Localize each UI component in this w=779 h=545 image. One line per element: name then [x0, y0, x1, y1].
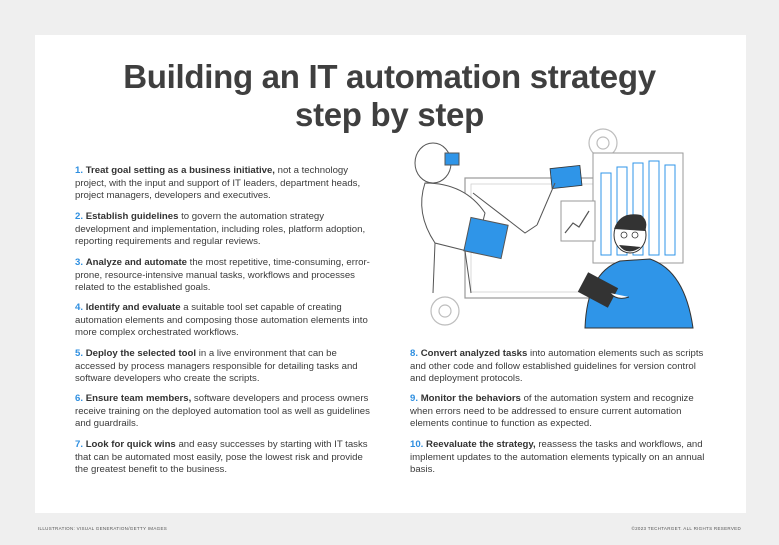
- step-text: the most repetitive, time-consuming, error-prone, resource-intensive manual tasks, workflows and processes related to the established goals.: [75, 257, 370, 294]
- step-number: 10.: [410, 439, 424, 450]
- step-text: not a technology project, with the input and support of IT leaders, department heads, project managers, developers and executives.: [75, 165, 361, 202]
- step-6: [75, 393, 375, 431]
- step-text: of the automation system and recognize when errors need to be addressed to ensure current automation elements continue to function as expected.: [410, 393, 694, 430]
- step-number: 7.: [75, 439, 84, 450]
- title-line-1: Building an IT automation strategy: [123, 58, 656, 95]
- step-text: into automation elements such as scripts and other code and follow established guidelines for version control and deployment protocols.: [410, 348, 704, 385]
- step-lead: Treat goal setting as a business initiative,: [85, 165, 275, 176]
- automation-illustration: [405, 123, 705, 333]
- step-text: reassess the tasks and workflows, and implement updates to the automation elements typically on an annual basis.: [410, 439, 705, 476]
- step-text: to govern the automation strategy development and implementation, including roles, platform adoption, reporting requirements and regular reviews.: [75, 211, 366, 248]
- step-number: 6.: [75, 393, 84, 404]
- title-line-2: step by step: [295, 96, 484, 133]
- step-text: software developers and process owners receive training on the deployed automation tool as well as guidelines and guardrails.: [75, 393, 370, 430]
- step-number: 5.: [75, 348, 84, 359]
- step-number: 2.: [75, 211, 84, 222]
- step-2: [75, 211, 375, 249]
- step-10: [410, 439, 710, 477]
- step-lead: Analyze and automate: [85, 257, 187, 268]
- illustration-credit: ILLUSTRATION: VISUAL GENERATION/GETTY IMAGES: [38, 526, 168, 531]
- step-lead: Monitor the behaviors: [420, 393, 521, 404]
- step-5: [75, 348, 375, 386]
- step-7: [75, 439, 375, 477]
- step-lead: Reevaluate the strategy,: [426, 439, 536, 450]
- step-lead: Deploy the selected tool: [85, 348, 197, 359]
- step-number: 4.: [75, 302, 84, 313]
- step-lead: Ensure team members,: [85, 393, 192, 404]
- step-9: [410, 393, 710, 431]
- step-lead: Look for quick wins: [85, 439, 176, 450]
- step-lead: Establish guidelines: [85, 211, 179, 222]
- step-text: a suitable tool set capable of creating automation elements and composing those automation elements into more complex orchestrated workflows.: [75, 302, 368, 339]
- step-lead: Convert analyzed tasks: [420, 348, 528, 359]
- copyright: ©2023 TECHTARGET. ALL RIGHTS RESERVED: [631, 526, 741, 531]
- step-number: 8.: [410, 348, 419, 359]
- step-3: [75, 257, 375, 295]
- step-text: and easy successes by starting with IT tasks that can be automated most easily, pose the lowest risk and provide the greatest benefit to the business.: [75, 439, 368, 476]
- step-8: [410, 348, 710, 386]
- line-chart-icon: [561, 201, 595, 241]
- step-text: in a live environment that can be accessed by process managers responsible for detailing tasks and software developers who create the scripts.: [75, 348, 358, 385]
- step-1: [75, 165, 375, 203]
- step-lead: Identify and evaluate: [85, 302, 181, 313]
- step-number: 3.: [75, 257, 84, 268]
- step-number: 1.: [75, 165, 84, 176]
- step-number: 9.: [410, 393, 419, 404]
- step-4: [75, 302, 375, 340]
